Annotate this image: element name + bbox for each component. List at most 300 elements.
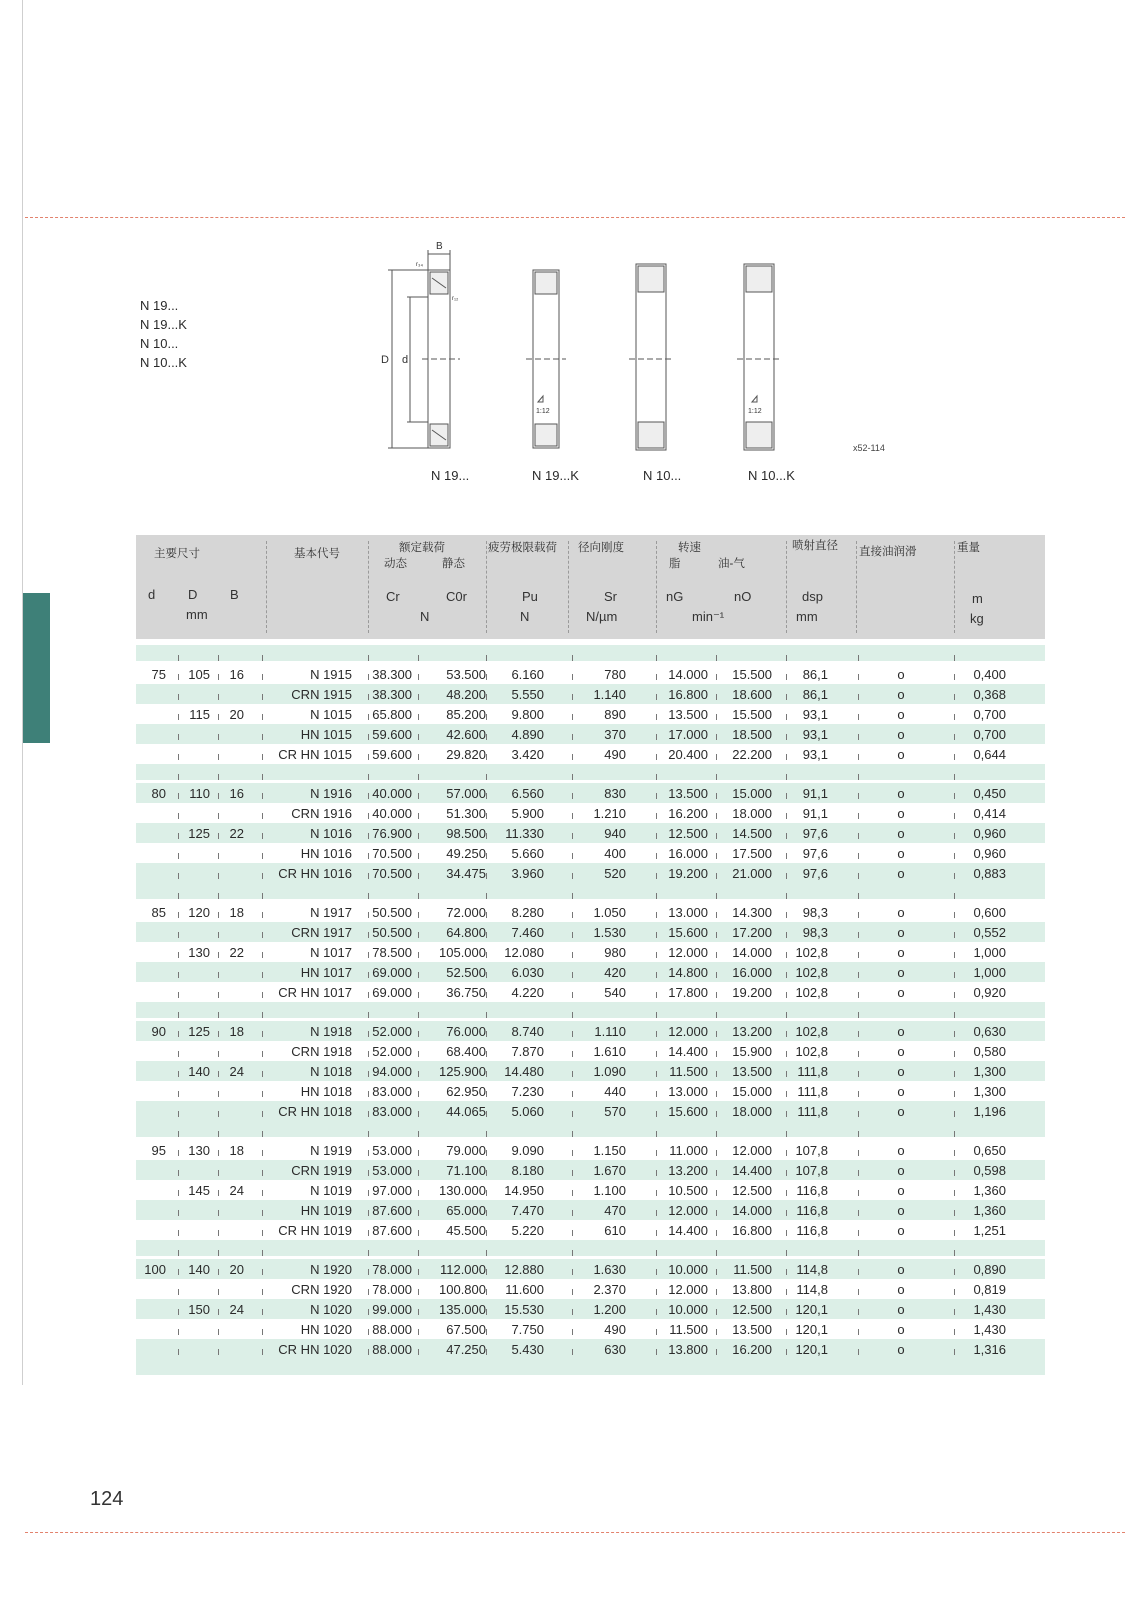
cell-weight: 0,552 bbox=[973, 925, 1006, 940]
column-tick bbox=[218, 932, 219, 938]
column-tick bbox=[418, 1309, 419, 1315]
cell-c0r: 62.950 bbox=[446, 1084, 486, 1099]
column-tick bbox=[418, 1250, 419, 1256]
column-tick bbox=[716, 1190, 717, 1196]
column-tick bbox=[218, 952, 219, 958]
cell-direct-lub: o bbox=[897, 1322, 905, 1337]
cell-pu: 6.560 bbox=[511, 786, 544, 801]
cell-cr: 78.000 bbox=[372, 1262, 412, 1277]
cell-c0r: 135.000 bbox=[439, 1302, 486, 1317]
diagram-n10 bbox=[629, 264, 673, 450]
column-tick bbox=[858, 1329, 859, 1335]
cell-cr: 87.600 bbox=[372, 1223, 412, 1238]
cell-weight: 1,430 bbox=[973, 1302, 1006, 1317]
cell-sr: 400 bbox=[604, 846, 626, 861]
column-tick bbox=[716, 833, 717, 839]
column-tick bbox=[218, 1210, 219, 1216]
column-tick bbox=[262, 1071, 263, 1077]
series-item: N 19... bbox=[140, 298, 179, 313]
cell-weight: 0,920 bbox=[973, 985, 1006, 1000]
column-tick bbox=[418, 674, 419, 680]
column-tick bbox=[954, 972, 955, 978]
cell-D: 130 bbox=[188, 1143, 210, 1158]
column-tick bbox=[786, 694, 787, 700]
cell-dsp: 93,1 bbox=[802, 747, 828, 762]
cell-d: 85 bbox=[151, 905, 166, 920]
column-tick bbox=[218, 1230, 219, 1236]
column-tick bbox=[572, 774, 573, 780]
column-tick bbox=[786, 1250, 787, 1256]
column-tick bbox=[572, 873, 573, 879]
cell-ng: 12.000 bbox=[668, 1282, 708, 1297]
header-separator bbox=[266, 541, 267, 633]
column-tick bbox=[218, 674, 219, 680]
column-tick bbox=[418, 813, 419, 819]
column-tick bbox=[572, 972, 573, 978]
table-row bbox=[136, 744, 1045, 764]
cell-cr: 88.000 bbox=[372, 1322, 412, 1337]
cell-direct-lub: o bbox=[897, 1302, 905, 1317]
column-tick bbox=[486, 714, 487, 720]
column-tick bbox=[178, 932, 179, 938]
column-tick bbox=[716, 1170, 717, 1176]
hdr-kg: kg bbox=[970, 611, 984, 626]
cell-c0r: 71.100 bbox=[446, 1163, 486, 1178]
cell-cr: 69.000 bbox=[372, 985, 412, 1000]
column-tick bbox=[656, 774, 657, 780]
cell-dsp: 111,8 bbox=[797, 1104, 828, 1119]
column-tick bbox=[368, 1190, 369, 1196]
cell-weight: 0,630 bbox=[973, 1024, 1006, 1039]
column-tick bbox=[486, 1230, 487, 1236]
cell-dsp: 120,1 bbox=[795, 1342, 828, 1357]
column-tick bbox=[954, 793, 955, 799]
column-tick bbox=[486, 1289, 487, 1295]
column-tick bbox=[858, 734, 859, 740]
cell-pu: 3.960 bbox=[511, 866, 544, 881]
column-tick bbox=[858, 793, 859, 799]
group-separator-band bbox=[136, 1121, 1045, 1137]
cell-dsp: 98,3 bbox=[802, 925, 828, 940]
group-separator-band bbox=[136, 1002, 1045, 1018]
column-tick bbox=[716, 1329, 717, 1335]
cell-pu: 8.180 bbox=[511, 1163, 544, 1178]
cell-sr: 490 bbox=[604, 1322, 626, 1337]
cell-direct-lub: o bbox=[897, 945, 905, 960]
column-tick bbox=[572, 853, 573, 859]
column-tick bbox=[218, 1150, 219, 1156]
column-tick bbox=[178, 694, 179, 700]
column-tick bbox=[262, 1329, 263, 1335]
cell-dsp: 102,8 bbox=[795, 965, 828, 980]
cell-c0r: 45.500 bbox=[446, 1223, 486, 1238]
column-tick bbox=[178, 1190, 179, 1196]
column-tick bbox=[858, 655, 859, 661]
column-tick bbox=[262, 1269, 263, 1275]
column-tick bbox=[656, 1230, 657, 1236]
cell-B: 22 bbox=[229, 826, 244, 841]
column-tick bbox=[262, 793, 263, 799]
column-tick bbox=[786, 1170, 787, 1176]
column-tick bbox=[218, 912, 219, 918]
column-tick bbox=[178, 853, 179, 859]
cell-designation: N 1919 bbox=[310, 1143, 352, 1158]
cell-D: 110 bbox=[189, 786, 210, 801]
cell-no: 14.500 bbox=[732, 826, 772, 841]
column-tick bbox=[656, 1329, 657, 1335]
cell-dsp: 97,6 bbox=[802, 846, 828, 861]
cell-dsp: 98,3 bbox=[802, 905, 828, 920]
cell-B: 20 bbox=[229, 707, 244, 722]
column-tick bbox=[716, 774, 717, 780]
column-tick bbox=[178, 1170, 179, 1176]
column-tick bbox=[858, 813, 859, 819]
column-tick bbox=[572, 1170, 573, 1176]
column-tick bbox=[418, 952, 419, 958]
cell-weight: 1,000 bbox=[973, 945, 1006, 960]
column-tick bbox=[368, 1230, 369, 1236]
taper-label-1: 1:12 bbox=[536, 408, 550, 415]
cell-sr: 1.100 bbox=[593, 1183, 626, 1198]
column-tick bbox=[262, 932, 263, 938]
cell-no: 17.500 bbox=[732, 846, 772, 861]
column-tick bbox=[218, 655, 219, 661]
cell-no: 15.500 bbox=[732, 667, 772, 682]
cell-cr: 83.000 bbox=[372, 1104, 412, 1119]
column-tick bbox=[656, 992, 657, 998]
column-tick bbox=[262, 952, 263, 958]
column-tick bbox=[786, 1150, 787, 1156]
column-tick bbox=[262, 873, 263, 879]
cell-weight: 1,251 bbox=[973, 1223, 1006, 1238]
column-tick bbox=[218, 1250, 219, 1256]
cell-d: 95 bbox=[151, 1143, 166, 1158]
cell-B: 24 bbox=[229, 1302, 244, 1317]
column-tick bbox=[572, 1190, 573, 1196]
column-tick bbox=[572, 1210, 573, 1216]
column-tick bbox=[218, 1309, 219, 1315]
group-separator-band bbox=[136, 1240, 1045, 1256]
column-tick bbox=[262, 1190, 263, 1196]
column-tick bbox=[656, 754, 657, 760]
column-tick bbox=[418, 1131, 419, 1137]
column-tick bbox=[954, 1150, 955, 1156]
cell-pu: 7.460 bbox=[511, 925, 544, 940]
column-tick bbox=[218, 833, 219, 839]
column-tick bbox=[178, 1150, 179, 1156]
series-item: N 10...K bbox=[140, 355, 187, 370]
cell-no: 11.500 bbox=[733, 1262, 772, 1277]
column-tick bbox=[786, 734, 787, 740]
column-tick bbox=[486, 1071, 487, 1077]
column-tick bbox=[218, 714, 219, 720]
column-tick bbox=[486, 674, 487, 680]
cell-no: 12.000 bbox=[732, 1143, 772, 1158]
column-tick bbox=[262, 813, 263, 819]
cell-weight: 1,360 bbox=[973, 1183, 1006, 1198]
cell-c0r: 105.000 bbox=[439, 945, 486, 960]
column-tick bbox=[716, 793, 717, 799]
cell-designation: HN 1015 bbox=[300, 727, 352, 742]
column-tick bbox=[858, 972, 859, 978]
column-tick bbox=[716, 1111, 717, 1117]
cell-no: 18.600 bbox=[732, 687, 772, 702]
column-tick bbox=[572, 833, 573, 839]
column-tick bbox=[716, 1250, 717, 1256]
column-tick bbox=[716, 734, 717, 740]
column-tick bbox=[656, 1289, 657, 1295]
cell-sr: 780 bbox=[604, 667, 626, 682]
column-tick bbox=[786, 833, 787, 839]
cell-sr: 1.200 bbox=[593, 1302, 626, 1317]
column-tick bbox=[418, 1190, 419, 1196]
cell-weight: 0,400 bbox=[973, 667, 1006, 682]
cell-designation: N 1015 bbox=[310, 707, 352, 722]
column-tick bbox=[368, 1051, 369, 1057]
header-separator bbox=[954, 541, 955, 633]
column-tick bbox=[368, 952, 369, 958]
cell-weight: 0,598 bbox=[973, 1163, 1006, 1178]
column-tick bbox=[656, 873, 657, 879]
cell-c0r: 112.000 bbox=[439, 1262, 486, 1277]
column-tick bbox=[218, 774, 219, 780]
column-tick bbox=[786, 813, 787, 819]
cell-dsp: 111,8 bbox=[797, 1064, 828, 1079]
hdr-mm: mm bbox=[186, 607, 208, 622]
cell-cr: 40.000 bbox=[372, 786, 412, 801]
cell-no: 13.500 bbox=[732, 1322, 772, 1337]
cell-weight: 1,360 bbox=[973, 1203, 1006, 1218]
column-tick bbox=[572, 1329, 573, 1335]
column-tick bbox=[418, 1031, 419, 1037]
table-row bbox=[136, 902, 1045, 922]
column-tick bbox=[656, 833, 657, 839]
column-tick bbox=[786, 674, 787, 680]
table-row bbox=[136, 982, 1045, 1002]
column-tick bbox=[418, 1230, 419, 1236]
cell-sr: 1.140 bbox=[593, 687, 626, 702]
column-tick bbox=[178, 952, 179, 958]
cell-sr: 2.370 bbox=[593, 1282, 626, 1297]
column-tick bbox=[858, 1071, 859, 1077]
column-tick bbox=[954, 714, 955, 720]
column-tick bbox=[418, 1289, 419, 1295]
table-row bbox=[136, 1061, 1045, 1081]
cell-cr: 87.600 bbox=[372, 1203, 412, 1218]
cell-c0r: 79.000 bbox=[446, 1143, 486, 1158]
column-tick bbox=[486, 1051, 487, 1057]
column-tick bbox=[954, 893, 955, 899]
header-separator bbox=[656, 541, 657, 633]
column-tick bbox=[954, 774, 955, 780]
cell-sr: 890 bbox=[604, 707, 626, 722]
column-tick bbox=[716, 1051, 717, 1057]
column-tick bbox=[262, 1230, 263, 1236]
cell-sr: 1.610 bbox=[593, 1044, 626, 1059]
column-tick bbox=[954, 1012, 955, 1018]
header-separator bbox=[568, 541, 569, 633]
column-tick bbox=[954, 833, 955, 839]
table-row bbox=[136, 1200, 1045, 1220]
table-row bbox=[136, 863, 1045, 883]
cell-weight: 1,300 bbox=[973, 1084, 1006, 1099]
cell-ng: 12.500 bbox=[668, 826, 708, 841]
column-tick bbox=[858, 1230, 859, 1236]
hdr-m: m bbox=[972, 591, 983, 606]
column-tick bbox=[486, 1190, 487, 1196]
hdr-main-dims: 主要尺寸 bbox=[154, 548, 200, 560]
column-tick bbox=[262, 674, 263, 680]
table-row bbox=[136, 1279, 1045, 1299]
cell-ng: 15.600 bbox=[668, 1104, 708, 1119]
column-tick bbox=[262, 1131, 263, 1137]
cell-sr: 1.150 bbox=[593, 1143, 626, 1158]
column-tick bbox=[218, 1091, 219, 1097]
cell-no: 18.000 bbox=[732, 806, 772, 821]
column-tick bbox=[716, 1131, 717, 1137]
cell-sr: 1.110 bbox=[594, 1024, 626, 1039]
column-tick bbox=[858, 1150, 859, 1156]
cell-dsp: 114,8 bbox=[796, 1262, 828, 1277]
column-tick bbox=[178, 1012, 179, 1018]
cell-designation: CRN 1919 bbox=[291, 1163, 352, 1178]
column-tick bbox=[178, 793, 179, 799]
table-row bbox=[136, 803, 1045, 823]
column-tick bbox=[178, 1309, 179, 1315]
column-tick bbox=[656, 1150, 657, 1156]
cell-ng: 12.000 bbox=[668, 1203, 708, 1218]
hdr-grease: 脂 bbox=[669, 558, 681, 570]
cell-D: 120 bbox=[188, 905, 210, 920]
hdr-dsp: dsp bbox=[802, 589, 823, 604]
cell-cr: 70.500 bbox=[372, 846, 412, 861]
hdr-rigidity: 径向刚度 bbox=[578, 542, 624, 554]
column-tick bbox=[368, 754, 369, 760]
column-tick bbox=[572, 1309, 573, 1315]
column-tick bbox=[418, 774, 419, 780]
column-tick bbox=[418, 1150, 419, 1156]
cell-cr: 99.000 bbox=[372, 1302, 412, 1317]
cell-c0r: 53.500 bbox=[446, 667, 486, 682]
column-tick bbox=[572, 1012, 573, 1018]
cell-weight: 1,300 bbox=[973, 1064, 1006, 1079]
column-tick bbox=[716, 1309, 717, 1315]
cell-no: 18.500 bbox=[732, 727, 772, 742]
cell-B: 24 bbox=[229, 1064, 244, 1079]
column-tick bbox=[786, 714, 787, 720]
cell-direct-lub: o bbox=[897, 1203, 905, 1218]
column-tick bbox=[656, 1131, 657, 1137]
column-tick bbox=[786, 912, 787, 918]
column-tick bbox=[572, 932, 573, 938]
cell-designation: HN 1018 bbox=[300, 1084, 352, 1099]
cell-sr: 490 bbox=[604, 747, 626, 762]
column-tick bbox=[786, 1071, 787, 1077]
column-tick bbox=[656, 793, 657, 799]
hdr-rated-load: 额定载荷 bbox=[399, 542, 445, 554]
column-tick bbox=[486, 912, 487, 918]
column-tick bbox=[262, 1349, 263, 1355]
cell-dsp: 107,8 bbox=[795, 1143, 828, 1158]
column-tick bbox=[786, 893, 787, 899]
cell-weight: 1,000 bbox=[973, 965, 1006, 980]
cell-c0r: 48.200 bbox=[446, 687, 486, 702]
column-tick bbox=[368, 932, 369, 938]
column-tick bbox=[418, 1051, 419, 1057]
column-tick bbox=[572, 1250, 573, 1256]
cell-designation: CR HN 1017 bbox=[278, 985, 352, 1000]
column-tick bbox=[218, 873, 219, 879]
cell-no: 14.300 bbox=[732, 905, 772, 920]
column-tick bbox=[418, 853, 419, 859]
cell-direct-lub: o bbox=[897, 905, 905, 920]
table-row bbox=[136, 684, 1045, 704]
column-tick bbox=[262, 1170, 263, 1176]
cell-c0r: 64.800 bbox=[446, 925, 486, 940]
column-tick bbox=[858, 992, 859, 998]
cell-sr: 370 bbox=[604, 727, 626, 742]
cell-designation: HN 1017 bbox=[300, 965, 352, 980]
cell-sr: 610 bbox=[604, 1223, 626, 1238]
column-tick bbox=[486, 873, 487, 879]
column-tick bbox=[418, 972, 419, 978]
header-separator bbox=[368, 541, 369, 633]
cell-direct-lub: o bbox=[897, 1163, 905, 1178]
column-tick bbox=[858, 1269, 859, 1275]
column-tick bbox=[656, 1170, 657, 1176]
cell-direct-lub: o bbox=[897, 747, 905, 762]
column-tick bbox=[656, 1111, 657, 1117]
cell-pu: 3.420 bbox=[511, 747, 544, 762]
column-tick bbox=[178, 1031, 179, 1037]
cell-designation: CRN 1915 bbox=[291, 687, 352, 702]
column-tick bbox=[656, 694, 657, 700]
column-tick bbox=[262, 655, 263, 661]
column-tick bbox=[486, 1150, 487, 1156]
cell-cr: 78.000 bbox=[372, 1282, 412, 1297]
cell-weight: 0,644 bbox=[973, 747, 1006, 762]
column-tick bbox=[858, 1170, 859, 1176]
column-tick bbox=[656, 1190, 657, 1196]
column-tick bbox=[656, 1210, 657, 1216]
cell-ng: 16.200 bbox=[668, 806, 708, 821]
column-tick bbox=[716, 1269, 717, 1275]
column-tick bbox=[954, 1349, 955, 1355]
column-tick bbox=[486, 1349, 487, 1355]
cell-pu: 6.030 bbox=[511, 965, 544, 980]
column-tick bbox=[786, 952, 787, 958]
column-tick bbox=[418, 833, 419, 839]
hdr-jet-dia: 喷射直径 bbox=[792, 540, 838, 552]
cell-weight: 0,883 bbox=[973, 866, 1006, 881]
cell-weight: 0,450 bbox=[973, 786, 1006, 801]
column-tick bbox=[786, 774, 787, 780]
table-header bbox=[136, 535, 1045, 639]
cell-designation: N 1920 bbox=[310, 1262, 352, 1277]
group-separator-band bbox=[136, 883, 1045, 899]
table-row bbox=[136, 843, 1045, 863]
cell-ng: 13.800 bbox=[668, 1342, 708, 1357]
column-tick bbox=[572, 754, 573, 760]
header-separator bbox=[486, 541, 487, 633]
column-tick bbox=[786, 1269, 787, 1275]
cell-designation: N 1915 bbox=[310, 667, 352, 682]
column-tick bbox=[178, 992, 179, 998]
cell-direct-lub: o bbox=[897, 985, 905, 1000]
cell-D: 140 bbox=[188, 1064, 210, 1079]
cell-B: 18 bbox=[229, 1143, 244, 1158]
cell-cr: 94.000 bbox=[372, 1064, 412, 1079]
